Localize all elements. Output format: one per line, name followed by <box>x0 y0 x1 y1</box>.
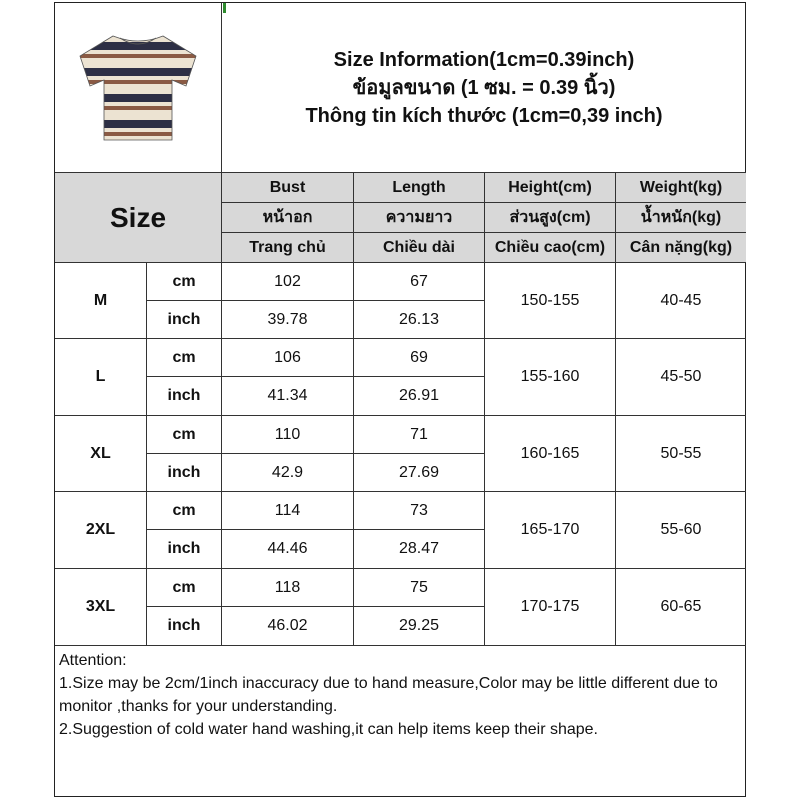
length-inch: 29.25 <box>354 607 485 646</box>
bust-inch: 46.02 <box>222 607 354 646</box>
title-english: Size Information(1cm=0.39inch) <box>333 48 635 71</box>
product-photo <box>55 3 222 173</box>
size-chart <box>54 2 746 797</box>
length-cm: 73 <box>354 492 485 530</box>
weight-range: 45-50 <box>616 339 746 416</box>
weight-range: 40-45 <box>616 263 746 339</box>
bust-cm: 110 <box>222 416 354 454</box>
length-cm: 75 <box>354 569 485 607</box>
bust-inch: 39.78 <box>222 301 354 339</box>
title-vietnamese: Thông tin kích thước (1cm=0,39 inch) <box>305 104 663 127</box>
length-inch: 26.91 <box>354 377 485 416</box>
weight-header-en: Weight(kg) <box>616 173 746 203</box>
notes-heading: Attention: <box>59 652 127 669</box>
size-header: Size <box>55 173 222 263</box>
bust-header-vi: Trang chủ <box>222 233 354 263</box>
height-header-vi: Chiều cao(cm) <box>485 233 616 263</box>
height-header-th: ส่วนสูง(cm) <box>485 203 616 233</box>
length-inch: 27.69 <box>354 454 485 492</box>
height-range: 160-165 <box>485 416 616 492</box>
size-l: L <box>55 339 147 416</box>
note-line-2: 2.Suggestion of cold water hand washing,it can help items keep their shape. <box>59 721 598 738</box>
weight-range: 60-65 <box>616 569 746 646</box>
unit-cm: cm <box>147 339 222 377</box>
title-thai: ข้อมูลขนาด (1 ซม. = 0.39 นิ้ว) <box>352 76 616 99</box>
length-header-vi: Chiều dài <box>354 233 485 263</box>
unit-inch: inch <box>147 377 222 416</box>
unit-inch: inch <box>147 454 222 492</box>
bust-header-th: หน้าอก <box>222 203 354 233</box>
length-header-en: Length <box>354 173 485 203</box>
height-range: 170-175 <box>485 569 616 646</box>
weight-range: 50-55 <box>616 416 746 492</box>
bust-cm: 102 <box>222 263 354 301</box>
size-3xl: 3XL <box>55 569 147 646</box>
title-block <box>222 3 746 173</box>
unit-cm: cm <box>147 416 222 454</box>
unit-cm: cm <box>147 569 222 607</box>
length-inch: 28.47 <box>354 530 485 569</box>
bust-header-en: Bust <box>222 173 354 203</box>
weight-header-vi: Cân nặng(kg) <box>616 233 746 263</box>
striped-tshirt-icon <box>68 28 208 148</box>
unit-inch: inch <box>147 530 222 569</box>
length-inch: 26.13 <box>354 301 485 339</box>
unit-cm: cm <box>147 263 222 301</box>
note-line-1: 1.Size may be 2cm/1inch inaccuracy due to hand measure,Color may be little different due to monitor ,thanks for your understanding. <box>59 675 718 715</box>
height-range: 150-155 <box>485 263 616 339</box>
length-header-th: ความยาว <box>354 203 485 233</box>
unit-cm: cm <box>147 492 222 530</box>
length-cm: 71 <box>354 416 485 454</box>
unit-inch: inch <box>147 607 222 646</box>
bust-cm: 118 <box>222 569 354 607</box>
size-xl: XL <box>55 416 147 492</box>
weight-header-th: น้ำหนัก(kg) <box>616 203 746 233</box>
length-cm: 69 <box>354 339 485 377</box>
bust-cm: 114 <box>222 492 354 530</box>
attention-notes <box>55 647 745 743</box>
size-2xl: 2XL <box>55 492 147 569</box>
length-cm: 67 <box>354 263 485 301</box>
bust-inch: 41.34 <box>222 377 354 416</box>
height-range: 165-170 <box>485 492 616 569</box>
height-header-en: Height(cm) <box>485 173 616 203</box>
weight-range: 55-60 <box>616 492 746 569</box>
height-range: 155-160 <box>485 339 616 416</box>
size-m: M <box>55 263 147 339</box>
bust-inch: 44.46 <box>222 530 354 569</box>
unit-inch: inch <box>147 301 222 339</box>
bust-cm: 106 <box>222 339 354 377</box>
bust-inch: 42.9 <box>222 454 354 492</box>
